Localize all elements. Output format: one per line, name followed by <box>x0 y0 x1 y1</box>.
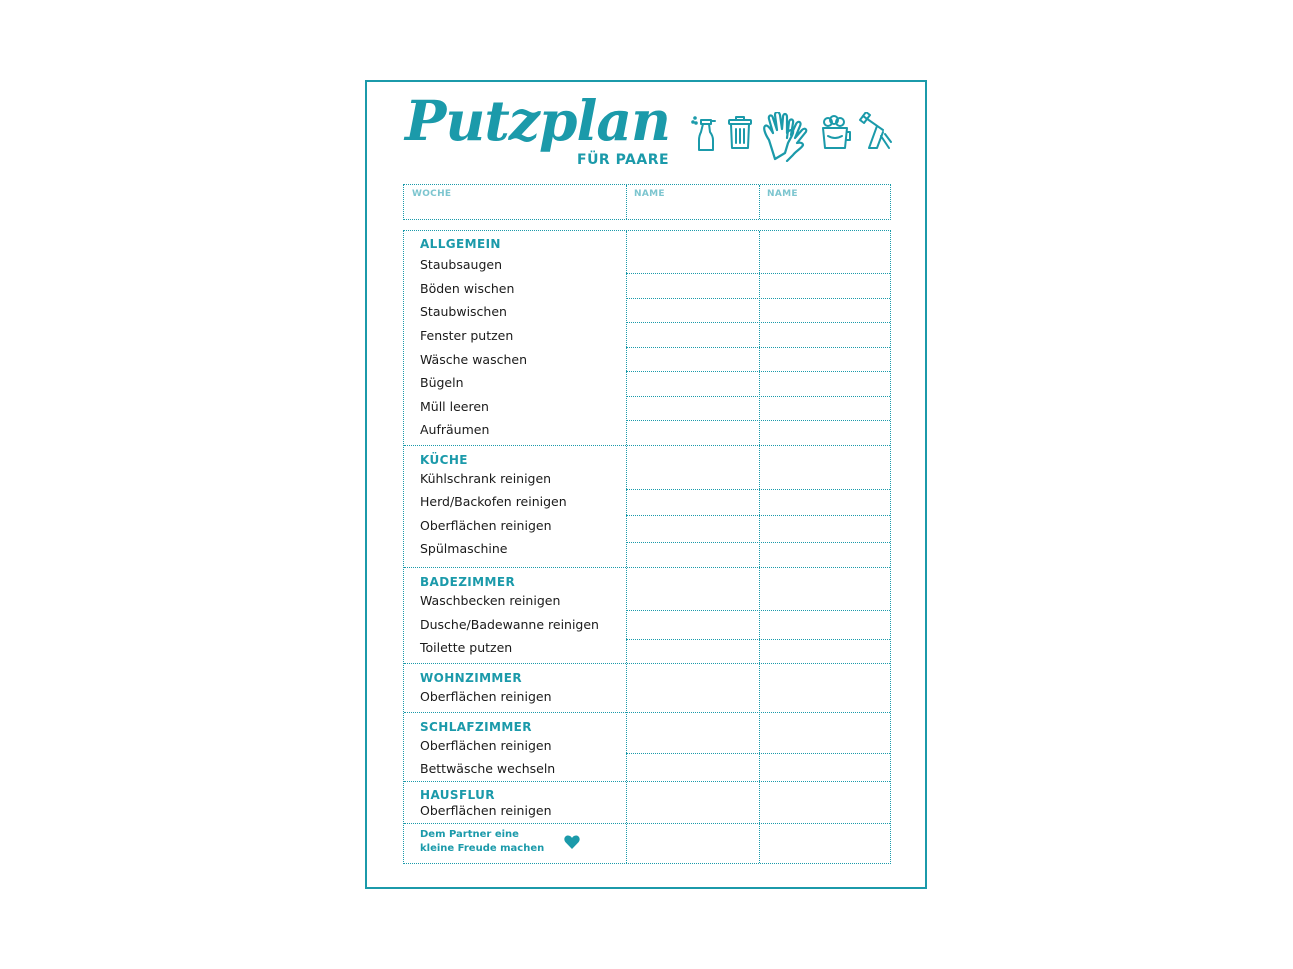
header-fields <box>403 184 891 220</box>
name1-label: NAME <box>634 189 665 199</box>
task-item: Böden wischen <box>420 281 515 296</box>
task-item: Oberflächen reinigen <box>420 689 552 704</box>
task-table <box>403 230 891 864</box>
squeegee-icon <box>857 112 893 152</box>
week-field[interactable] <box>404 185 626 219</box>
task-item: Herd/Backofen reinigen <box>420 494 567 509</box>
page-subtitle: FÜR PAARE <box>577 152 670 168</box>
category-hausflur: HAUSFLUR <box>420 788 495 802</box>
cleaning-icons <box>689 112 895 162</box>
task-item: Staubwischen <box>420 304 507 319</box>
name2-field[interactable] <box>759 185 890 219</box>
heart-icon <box>564 835 580 849</box>
task-item: Oberflächen reinigen <box>420 518 552 533</box>
week-label: WOCHE <box>412 189 452 199</box>
task-item: Bettwäsche wechseln <box>420 761 556 776</box>
category-wohnzimmer: WOHNZIMMER <box>420 671 523 685</box>
task-item: Fenster putzen <box>420 328 514 343</box>
category-badezimmer: BADEZIMMER <box>420 575 516 589</box>
footer-note-line1: Dem Partner eine <box>420 829 519 840</box>
trash-bin-icon <box>727 112 753 152</box>
page-title: Putzplan <box>405 88 670 153</box>
name2-label: NAME <box>767 189 798 199</box>
bucket-icon <box>819 112 853 152</box>
name1-field[interactable] <box>626 185 759 219</box>
gloves-icon <box>761 112 815 162</box>
category-schlafzimmer: SCHLAFZIMMER <box>420 720 532 734</box>
category-allgemein: ALLGEMEIN <box>420 237 501 251</box>
task-item: Oberflächen reinigen <box>420 803 552 818</box>
task-item: Müll leeren <box>420 399 489 414</box>
task-item: Waschbecken reinigen <box>420 593 561 608</box>
task-item: Kühlschrank reinigen <box>420 471 552 486</box>
task-item: Dusche/Badewanne reinigen <box>420 617 599 632</box>
task-item: Spülmaschine <box>420 541 508 556</box>
task-item: Oberflächen reinigen <box>420 738 552 753</box>
task-item: Staubsaugen <box>420 257 502 272</box>
task-item: Wäsche waschen <box>420 352 527 367</box>
spray-bottle-icon <box>691 112 721 152</box>
task-item: Toilette putzen <box>420 640 513 655</box>
task-item: Aufräumen <box>420 422 490 437</box>
footer-note-line2: kleine Freude machen <box>420 843 545 854</box>
cleaning-plan-sheet <box>365 80 927 889</box>
task-item: Bügeln <box>420 375 464 390</box>
category-kueche: KÜCHE <box>420 453 468 467</box>
